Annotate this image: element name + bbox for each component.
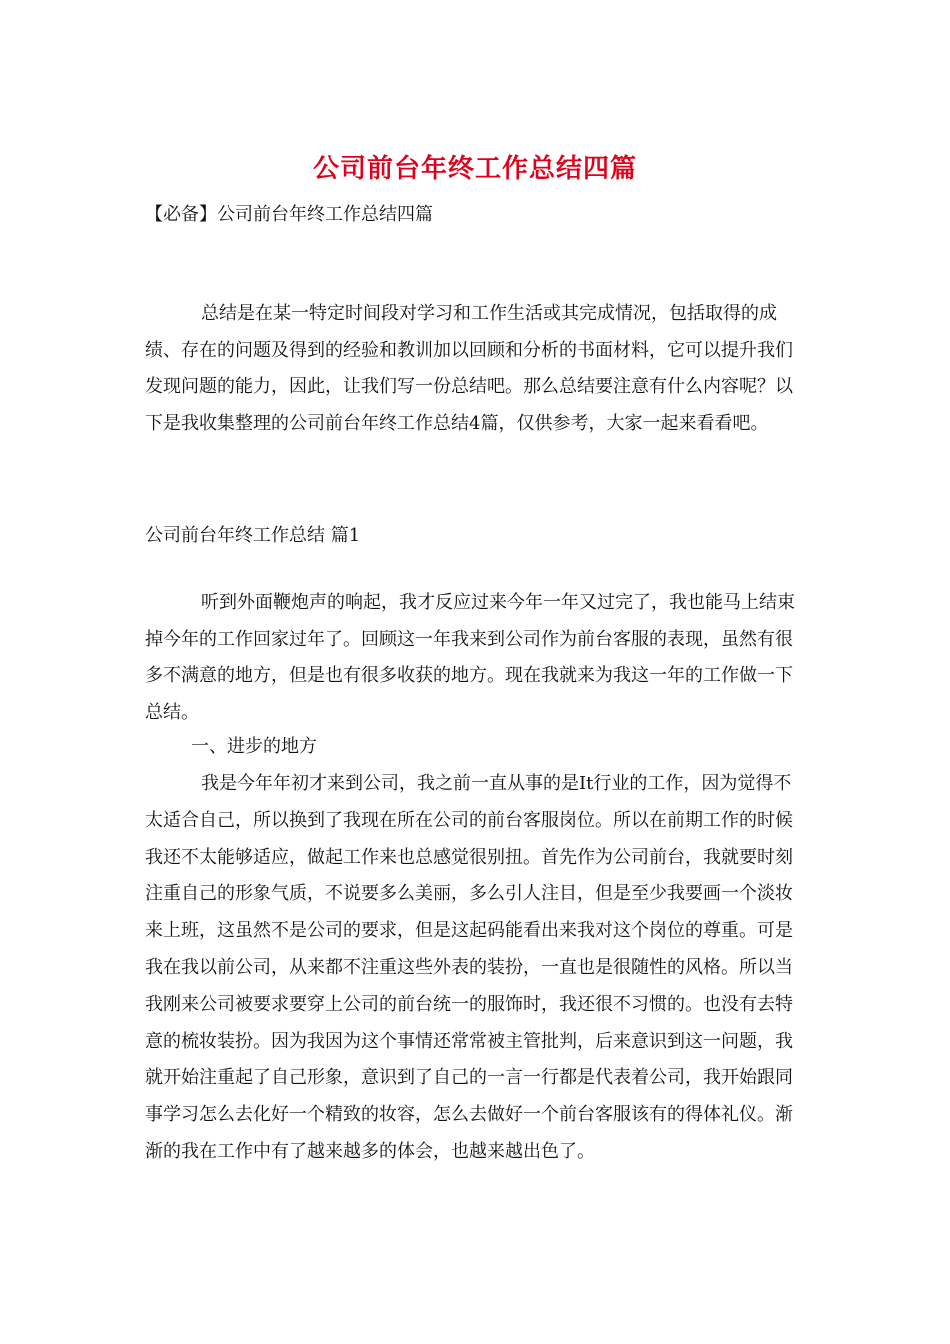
body-paragraph-1: 听到外面鞭炮声的响起，我才反应过来今年一年又过完了，我也能马上结束掉今年的工作回家过年了。回顾这一年我来到公司作为前台客服的表现，虽然有很多不满意的地方，但是也有很多收获的地方。现在我就来为我这一年的工作做一下总结。 [145,592,795,723]
document-title: 公司前台年终工作总结四篇 [312,154,637,184]
intro-paragraph: 总结是在某一特定时间段对学习和工作生活或其完成情况，包括取得的成绩、存在的问题及得到的经验和教训加以回顾和分析的书面材料，它可以提升我们发现问题的能力，因此，让我们写一份总结吧。那么总结要注意有什么内容呢？以下是我收集整理的公司前台年终工作总结4篇，仅供参考，大家一起来看看吧。 [145,303,793,434]
subheading-progress: 一、进步的地方 [191,736,317,757]
document-subtitle: 【必备】公司前台年终工作总结四篇 [145,204,433,225]
section-heading: 公司前台年终工作总结 篇1 [145,525,361,546]
body-paragraph-2: 我是今年年初才来到公司，我之前一直从事的是It行业的工作，因为觉得不太适合自己，所以换到了我现在所在公司的前台客服岗位。所以在前期工作的时候我还不太能够适应，做起工作来也总感觉很别扭。首先作为公司前台，我就要时刻注重自己的形象气质，不说要多么美丽，多么引人注目，但是至少我要画一个淡妆来上班，这虽然不是公司的要求，但是这起码能看出来我对这个岗位的尊重。可是我在我以前公司，从来都不注重这些外表的装扮，一直也是很随性的风格。所以当我刚来公司被要求要穿上公司的前台统一的服饰时，我还很不习惯的。也没有去特意的梳妆装扮。因为我因为这个事情还常常被主管批判，后来意识到这一问题，我就开始注重起了自己形象，意识到了自己的一言一行都是代表着公司，我开始跟同事学习怎么去化好一个精致的妆容，怎么去做好一个前台客服该有的得体礼仪。渐渐的我在工作中有了越来越多的体会，也越来越出色了。 [145,773,793,1162]
